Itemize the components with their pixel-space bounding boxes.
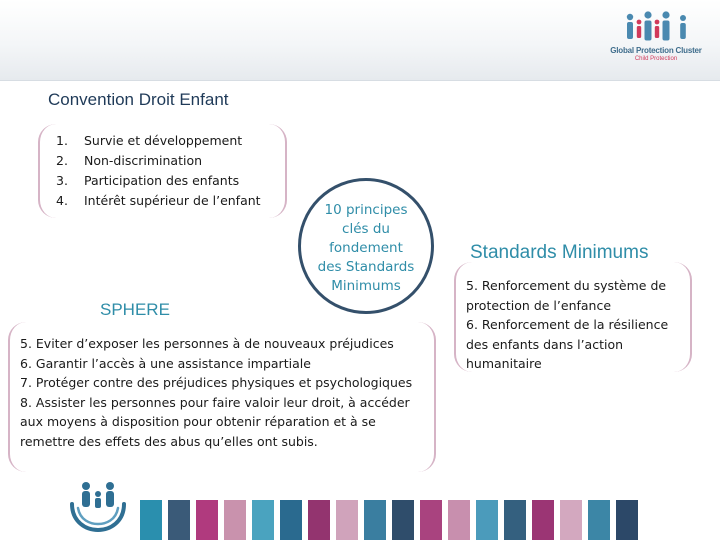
footer-bar: [560, 500, 582, 540]
sphere-principles-text: 5. Eviter d’exposer les personnes à de nouveaux préjudices 6. Garantir l’accès à une assistance impartiale 7. Protéger contre des préjudices physiques et psychologiques 8. Assister les personnes pour faire valoir leur droit, à accéder aux moyens à disposition pour obtenir réparation et à se remettre des effets des abus qu’elles ont subis.: [20, 336, 413, 449]
list-text: Participation des enfants: [84, 173, 240, 188]
list-number: 3.: [56, 173, 68, 188]
global-protection-cluster-logo: [606, 10, 706, 74]
footer-bar: [588, 500, 610, 540]
sphere-heading: SPHERE: [100, 300, 170, 319]
list-item: [56, 131, 261, 151]
footer-bar: [616, 500, 638, 540]
footer-bar: [420, 500, 442, 540]
logo-title: Global Protection Cluster: [610, 46, 702, 55]
footer-bar: [224, 500, 246, 540]
footer-bar: [168, 500, 190, 540]
footer-bar: [532, 500, 554, 540]
list-item: [56, 151, 261, 171]
slide-title: Convention Droit Enfant: [48, 90, 229, 109]
list-number: 4.: [56, 193, 68, 208]
list-item: [56, 171, 261, 191]
convention-list: [56, 131, 261, 211]
footer-bar: [336, 500, 358, 540]
footer-bar: [504, 500, 526, 540]
footer-bar: [196, 500, 218, 540]
footer-bar: [252, 500, 274, 540]
list-number: 1.: [56, 133, 68, 148]
footer-bar: [364, 500, 386, 540]
footer-bar: [308, 500, 330, 540]
footer-bar: [392, 500, 414, 540]
footer-bar: [448, 500, 470, 540]
list-number: 2.: [56, 153, 68, 168]
principles-circle: [298, 178, 434, 314]
list-text: Survie et développement: [84, 133, 243, 148]
list-item: [56, 191, 261, 211]
footer-bar: [280, 500, 302, 540]
list-text: Non-discrimination: [84, 153, 203, 168]
family-hands-icon: [68, 478, 128, 534]
list-text: Intérêt supérieur de l’enfant: [84, 193, 261, 208]
footer-bar: [140, 500, 162, 540]
footer-color-bars: [140, 500, 720, 540]
logo-subtitle: Child Protection: [634, 56, 678, 62]
standards-minimums-text: 5. Renforcement du système de protection de l’enfance 6. Renforcement de la résilience des enfants dans l’action humanitaire: [466, 278, 669, 371]
standards-minimums-heading: Standards Minimums: [470, 242, 649, 263]
footer-bar: [476, 500, 498, 540]
principles-circle-text: 10 principes clés du fondement des Standards Minimums: [317, 201, 415, 294]
people-logo-icon: [616, 10, 696, 44]
